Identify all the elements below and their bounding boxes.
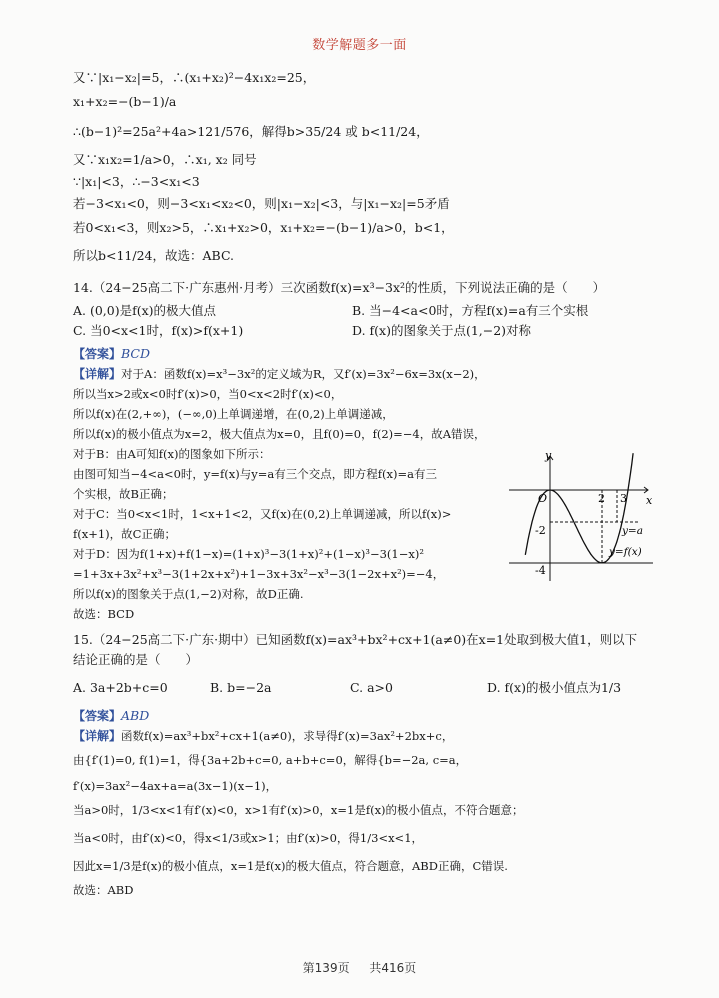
- answer-tag: 【答案】: [73, 709, 122, 723]
- q14-answer: [73, 346, 150, 362]
- explanation-line: 所以f(x)在(2,+∞)，(−∞,0)上单调递增，在(0,2)上单调递减，: [73, 407, 394, 421]
- page-footer: [0, 959, 719, 976]
- explanation-line: 因此x=1/3是f(x)的极小值点，x=1是f(x)的极大值点，符合题意，ABD正确，C错误.: [73, 859, 508, 873]
- explanation-line: 当a>0时，1/3<x<1有f′(x)<0，x>1有f′(x)>0，x=1是f(x)的极小值点，不符合题意；: [73, 803, 524, 817]
- answer-tag: 【答案】: [73, 347, 122, 361]
- q15-answer: [73, 708, 149, 724]
- q14-option-b: B. 当−4<a<0时，方程f(x)=a有三个实根: [352, 303, 589, 318]
- explanation-line: 个实根，故B正确；: [73, 487, 174, 501]
- q14-option-d: D. f(x)的图象关于点(1,−2)对称: [352, 323, 532, 338]
- x-tick-2: 2: [598, 492, 605, 505]
- q15-option-c: C. a>0: [350, 680, 393, 695]
- answer-value: ABD: [121, 708, 150, 723]
- explanation-line: 所以f(x)的极小值点为x=2，极大值点为x=0，且f(0)=0，f(2)=−4，故A错误，: [73, 427, 486, 441]
- curve-label: y=f(x): [609, 546, 642, 558]
- page-header: 数学解题多一面: [312, 38, 407, 53]
- question-14-stem: 14.（24−25高二下·广东惠州·月考）三次函数f(x)=x³−3x²的性质，下列说法正确的是（ ）: [73, 280, 606, 295]
- explanation-text: 函数f(x)=ax³+bx²+cx+1(a≠0)，求导得f′(x)=3ax²+2bx+c，: [121, 729, 454, 743]
- answer-value: BCD: [121, 346, 151, 361]
- q14-option-a: A. (0,0)是f(x)的极大值点: [73, 303, 217, 318]
- solution-line: ∴(b−1)²=25a²+4a>121/576，解得b>35/24 或 b<11/24，: [73, 124, 429, 139]
- explanation-line: 故选：BCD: [73, 607, 135, 621]
- solution-line: 若0<x₁<3，则x₂>5，∴x₁+x₂>0，x₁+x₂=−(b−1)/a>0，b<1，: [73, 220, 454, 235]
- q15-option-d: D. f(x)的极小值点为1/3: [487, 680, 622, 695]
- explanation-line: 对于D：因为f(1+x)+f(1−x)=(1+x)³−3(1+x)²+(1−x)³−3(1−x)²: [73, 547, 424, 561]
- x-axis-label: x: [646, 494, 653, 507]
- q15-option-a: A. 3a+2b+c=0: [73, 680, 168, 695]
- page-number: 第139页: [302, 961, 350, 975]
- solution-line: 所以b<11/24，故选：ABC.: [73, 248, 235, 263]
- page-total: 共416页: [369, 961, 417, 975]
- explanation-line: 对于B：由A可知f(x)的图象如下所示：: [73, 447, 271, 461]
- explanation-line: =1+3x+3x²+x³−3(1+2x+x²)+1−3x+3x²−x³−3(1−2x+x²)=−4，: [73, 567, 445, 581]
- explanation-line: 由{f′(1)=0, f(1)=1，得{3a+2b+c=0, a+b+c=0，解得{b=−2a, c=a，: [73, 753, 468, 767]
- q15-explanation: [73, 728, 453, 744]
- y-axis-label: y: [545, 449, 552, 462]
- cubic-function-graph: [505, 448, 655, 583]
- x-tick-3: 3: [620, 492, 627, 505]
- solution-line: 又∵x₁x₂=1/a>0，∴x₁, x₂ 同号: [73, 152, 257, 167]
- y-tick-minus-4: -4: [535, 564, 546, 577]
- q15-option-b: B. b=−2a: [210, 680, 272, 695]
- solution-line: 又∵|x₁−x₂|=5，∴(x₁+x₂)²−4x₁x₂=25，: [73, 70, 316, 85]
- solution-line: x₁+x₂=−(b−1)/a: [73, 94, 177, 109]
- solution-line: ∵|x₁|<3，∴−3<x₁<3: [73, 174, 200, 189]
- explanation-text: 对于A：函数f(x)=x³−3x²的定义域为R，又f′(x)=3x²−6x=3x(x−2)，: [121, 367, 486, 381]
- explanation-line: 故选：ABD: [73, 883, 134, 897]
- q14-explanation: [73, 366, 486, 382]
- explanation-line: 对于C：当0<x<1时，1<x+1<2，又f(x)在(0,2)上单调递减，所以f(x)>: [73, 507, 452, 521]
- explanation-line: f′(x)=3ax²−4ax+a=a(3x−1)(x−1)，: [73, 779, 278, 793]
- y-tick-minus-2: -2: [535, 524, 546, 537]
- explanation-line: 由图可知当−4<a<0时，y=f(x)与y=a有三个交点，即方程f(x)=a有三: [73, 467, 437, 481]
- q14-option-c: C. 当0<x<1时，f(x)>f(x+1): [73, 323, 244, 338]
- question-15-stem-cont: 结论正确的是（ ）: [73, 652, 199, 667]
- question-15-stem: 15.（24−25高二下·广东·期中）已知函数f(x)=ax³+bx²+cx+1(a≠0)在x=1处取到极大值1，则以下: [73, 632, 638, 647]
- solution-line: 若−3<x₁<0，则−3<x₁<x₂<0，则|x₁−x₂|<3，与|x₁−x₂|=5矛盾: [73, 196, 450, 211]
- explanation-line: 所以f(x)的图象关于点(1,−2)对称，故D正确.: [73, 587, 304, 601]
- line-label: y=a: [622, 525, 643, 537]
- explanation-line: f(x+1)，故C正确；: [73, 527, 176, 541]
- explanation-line: 当a<0时，由f′(x)<0，得x<1/3或x>1；由f′(x)>0，得1/3<x<1，: [73, 831, 424, 845]
- origin-label: O: [538, 492, 548, 505]
- detail-tag: 【详解】: [73, 367, 122, 381]
- detail-tag: 【详解】: [73, 729, 122, 743]
- explanation-line: 所以当x>2或x<0时f′(x)>0，当0<x<2时f′(x)<0，: [73, 387, 343, 401]
